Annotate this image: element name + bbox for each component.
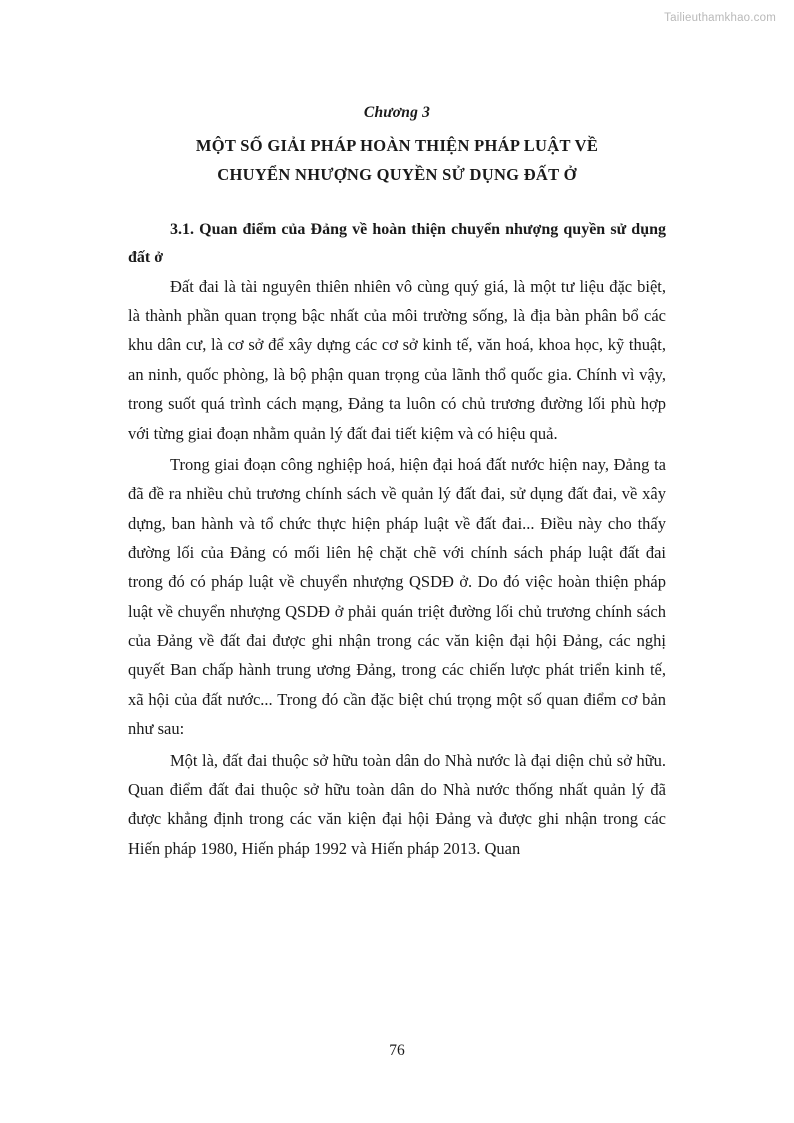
chapter-title-line-1: MỘT SỐ GIẢI PHÁP HOÀN THIỆN PHÁP LUẬT VỀ: [195, 136, 599, 155]
paragraph-1: Đất đai là tài nguyên thiên nhiên vô cùng quý giá, là một tư liệu đặc biệt, là thành phần quan trọng bậc nhất của môi trường sống, là địa bàn phân bổ các khu dân cư, là cơ sở để xây dựng các cơ sở kinh tế, văn hoá, khoa học, kỹ thuật, an ninh, quốc phòng, là bộ phận quan trọng của lãnh thổ quốc gia. Chính vì vậy, trong suốt quá trình cách mạng, Đảng ta luôn có chủ trương đường lối phù hợp với từng giai đoạn nhằm quản lý đất đai tiết kiệm và có hiệu quả.: [128, 276, 666, 443]
paragraph-2: Trong giai đoạn công nghiệp hoá, hiện đại hoá đất nước hiện nay, Đảng ta đã đề ra nhiều chủ trương chính sách về quản lý đất đai, sử dụng đất đai, về xây dựng, ban hành và tổ chức thực hiện pháp luật về đất đai... Điều này cho thấy đường lối của Đảng có mối liên hệ chặt chẽ với chính sách pháp luật đất đai trong đó có pháp luật về chuyển nhượng QSDĐ ở. Do đó việc hoàn thiện pháp luật về chuyển nhượng QSDĐ ở phải quán triệt đường lối chủ trương chính sách của Đảng về đất đai được ghi nhận trong các văn kiện đại hội Đảng, các nghị quyết Ban chấp hành trung ương Đảng, trong các chiến lược phát triển kinh tế, xã hội của đất nước... Trong đó cần đặc biệt chú trọng một số quan điểm cơ bản như sau:: [128, 454, 666, 739]
watermark-text: Tailieuthamkhao.com: [664, 12, 776, 24]
chapter-label: Chương 3: [363, 104, 431, 121]
page-number: 76: [389, 1042, 405, 1059]
chapter-title: [128, 132, 666, 190]
page-content: [128, 104, 666, 863]
section-heading-3-1: 3.1. Quan điểm của Đảng về hoàn thiện chuyển nhượng quyền sử dụng đất ở: [128, 220, 666, 266]
paragraph-3: Một là, đất đai thuộc sở hữu toàn dân do Nhà nước là đại diện chủ sở hữu. Quan điểm đất đai thuộc sở hữu toàn dân do Nhà nước thống nhất quản lý đã được khẳng định trong các văn kiện đại hội Đảng và được ghi nhận trong các Hiến pháp 1980, Hiến pháp 1992 và Hiến pháp 2013. Quan: [128, 750, 666, 858]
chapter-title-line-2: CHUYỂN NHƯỢNG QUYỀN SỬ DỤNG ĐẤT Ở: [217, 164, 577, 184]
